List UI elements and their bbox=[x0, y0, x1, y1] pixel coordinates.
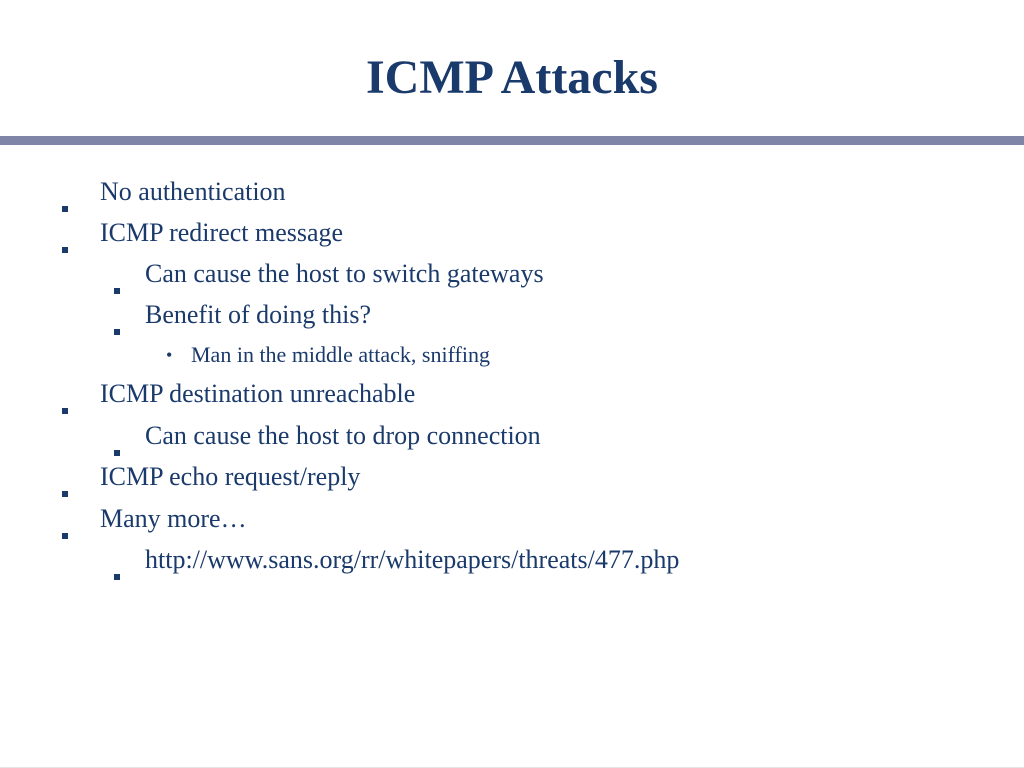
bullet-text: No authentication bbox=[100, 177, 286, 206]
bullet-destination-unreachable bbox=[62, 378, 415, 410]
square-bullet-icon bbox=[114, 270, 120, 302]
round-bullet-icon: • bbox=[166, 345, 173, 365]
square-bullet-icon bbox=[62, 390, 68, 422]
square-bullet-icon bbox=[62, 473, 68, 505]
bullet-echo-request bbox=[62, 461, 360, 493]
bullet-text: Many more… bbox=[100, 504, 247, 533]
square-bullet-icon bbox=[114, 311, 120, 343]
square-bullet-icon bbox=[114, 432, 120, 464]
slide-title: ICMP Attacks bbox=[366, 51, 658, 104]
bullet-text: Man in the middle attack, sniffing bbox=[191, 342, 490, 367]
bullet-text: Can cause the host to switch gateways bbox=[145, 259, 544, 288]
bullet-text: ICMP redirect message bbox=[100, 218, 344, 247]
sub-bullet-sans-link bbox=[114, 544, 679, 576]
square-bullet-icon bbox=[62, 515, 68, 547]
sub-bullet-drop-connection bbox=[114, 420, 541, 452]
bullet-text: ICMP echo request/reply bbox=[100, 462, 361, 491]
bullet-text: Can cause the host to drop connection bbox=[145, 421, 541, 450]
bullet-icmp-redirect bbox=[62, 217, 343, 249]
square-bullet-icon bbox=[62, 188, 68, 220]
square-bullet-icon bbox=[114, 556, 120, 588]
bullet-text: ICMP destination unreachable bbox=[100, 379, 416, 408]
square-bullet-icon bbox=[62, 229, 68, 261]
bullet-text: http://www.sans.org/rr/whitepapers/threats/477.php bbox=[145, 545, 680, 574]
sub-bullet-switch-gateways bbox=[114, 258, 544, 290]
sub-bullet-benefit bbox=[114, 299, 371, 331]
bullet-many-more bbox=[62, 503, 247, 535]
sub-sub-bullet-mitm bbox=[166, 341, 490, 369]
bullet-text: Benefit of doing this? bbox=[145, 300, 372, 329]
title-divider bbox=[0, 136, 1024, 145]
bullet-no-authentication bbox=[62, 176, 286, 208]
